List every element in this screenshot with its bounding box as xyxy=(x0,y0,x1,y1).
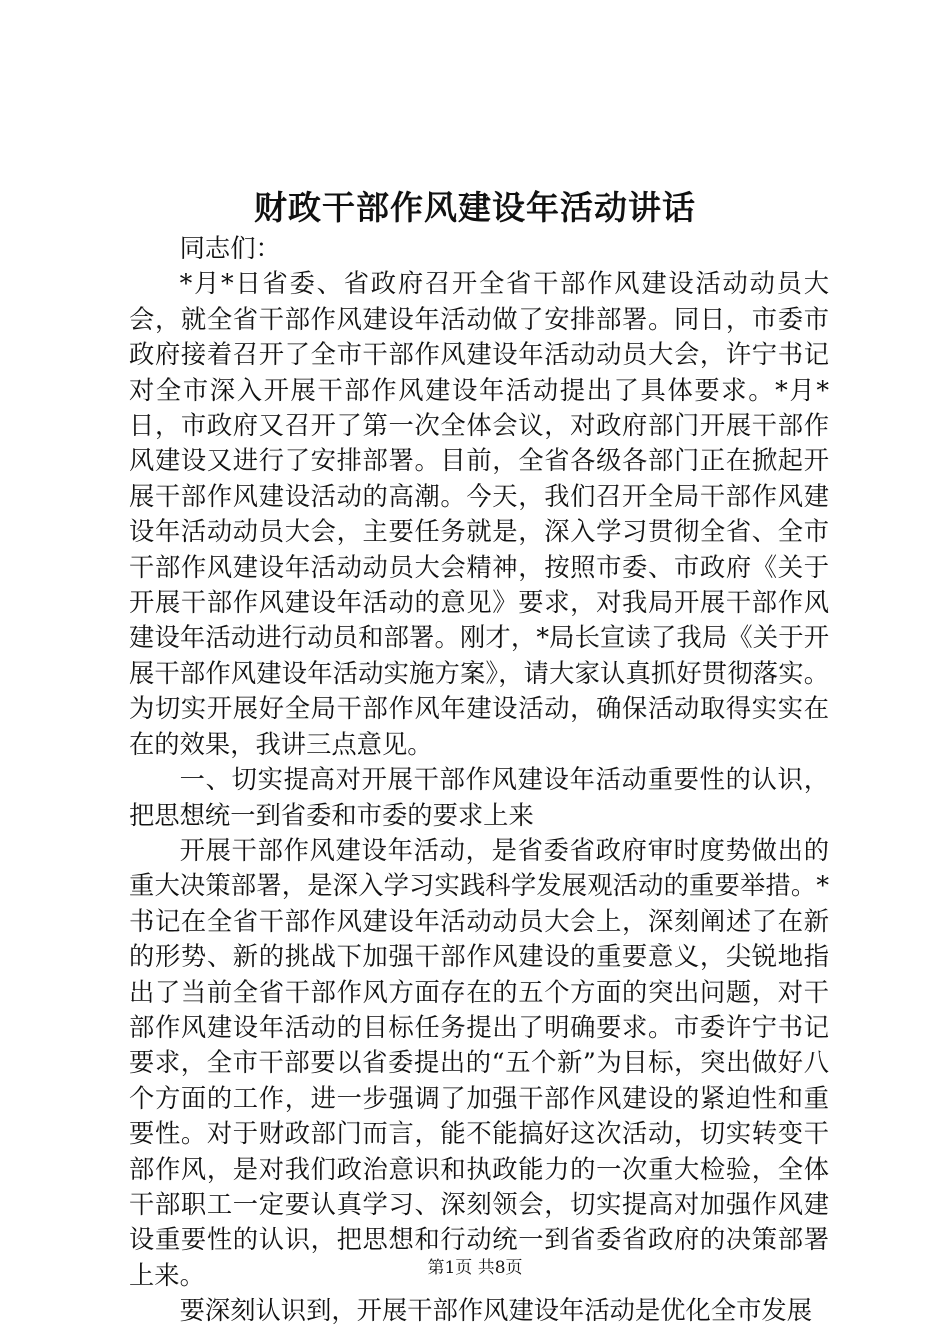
section-heading: 一、切实提高对开展干部作风建设年活动重要性的认识，把思想统一到省委和市委的要求上来 xyxy=(129,765,829,830)
document-title: 财政干部作风建设年活动讲话 xyxy=(254,188,696,227)
body-paragraph: 要深刻认识到，开展干部作风建设年活动是优化全市发展 xyxy=(179,1296,813,1326)
document-body xyxy=(129,231,829,1329)
body-paragraph: *月*日省委、省政府召开全省干部作风建设活动动员大会，就全省干部作风建设年活动做了安排部署。同日，市委市政府接着召开了全市干部作风建设年活动动员大会，许宁书记对全市深入开展干部作风建设年活动提出了具体要求。*月*日，市政府又召开了第一次全体会议，对政府部门开展干部作风建设又进行了安排部署。目前，全省各级各部门正在掀起开展干部作风建设活动的高潮。今天，我们召开全局干部作风建设年活动动员大会，主要任务就是，深入学习贯彻全省、全市干部作风建设年活动动员大会精神，按照市委、市政府《关于开展干部作风建设年活动的意见》要求，对我局开展干部作风建设年活动进行动员和部署。刚才，*局长宣读了我局《关于开展干部作风建设年活动实施方案》，请大家认真抓好贯彻落实。为切实开展好全局干部作风年建设活动，确保活动取得实实在在的效果，我讲三点意见。 xyxy=(129,269,829,759)
salutation: 同志们： xyxy=(179,234,281,263)
page-number-footer: 第1页 共8页 xyxy=(427,1258,523,1278)
body-paragraph: 开展干部作风建设年活动，是省委省政府审时度势做出的重大决策部署，是深入学习实践科学发展观活动的重要举措。*书记在全省干部作风建设年活动动员大会上，深刻阐述了在新的形势、新的挑战下加强干部作风建设的重要意义，尖锐地指出了当前全省干部作风方面存在的五个方面的突出问题，对干部作风建设年活动的目标任务提出了明确要求。市委许宁书记要求，全市干部要以省委提出的“五个新”为目标，突出做好八个方面的工作，进一步强调了加强干部作风建设的紧迫性和重要性。对于财政部门而言，能不能搞好这次活动，切实转变干部作风，是对我们政治意识和执政能力的一次重大检验，全体干部职工一定要认真学习、深刻领会，切实提高对加强作风建设重要性的认识，把思想和行动统一到省委省政府的决策部署上来。 xyxy=(129,835,829,1290)
